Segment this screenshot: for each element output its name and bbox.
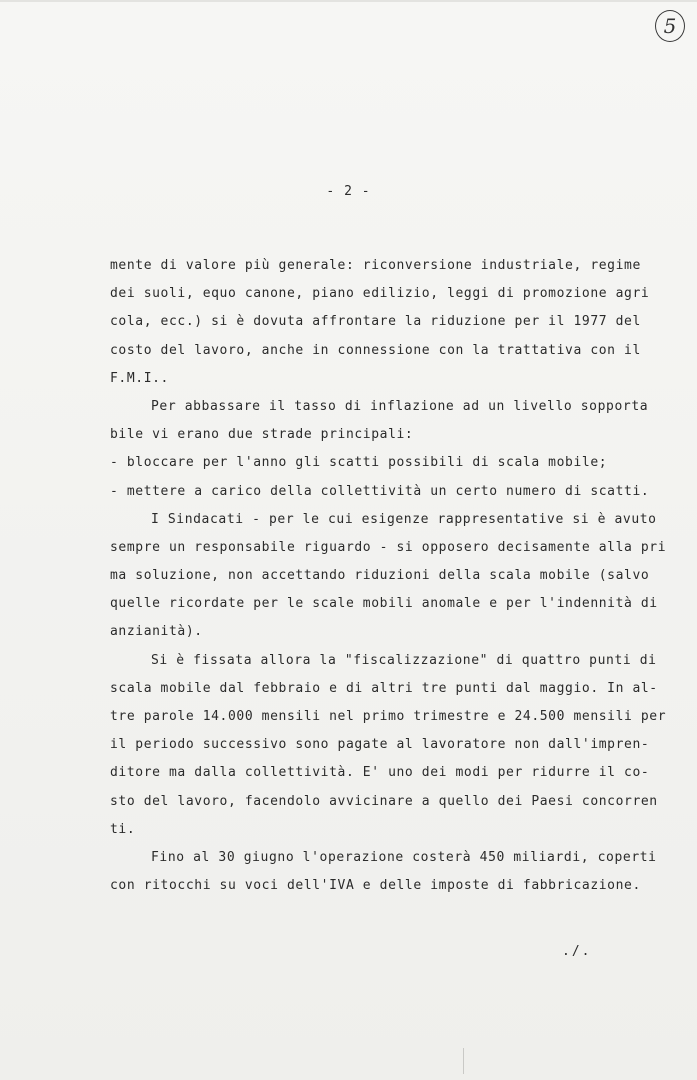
text-line: bile vi erano due strade principali: (110, 427, 414, 443)
text-line: con ritocchi su voci dell'IVA e delle imposte di fabbricazione. (110, 878, 641, 894)
text-line: cola, ecc.) si è dovuta affrontare la riduzione per il 1977 del (110, 314, 641, 330)
scan-artifact (0, 0, 697, 2)
text-line: I Sindacati - per le cui esigenze rappresentative si è avuto (151, 511, 657, 527)
text-line: dei suoli, equo canone, piano edilizio, leggi di promozione agri (110, 286, 650, 302)
text-line: - mettere a carico della collettività un certo numero di scatti. (110, 483, 650, 499)
text-line: ma soluzione, non accettando riduzioni della scala mobile (salvo (110, 568, 650, 584)
body-text (110, 252, 667, 900)
text-line: il periodo successivo sono pagate al lavoratore non dall'impren- (110, 737, 650, 753)
text-line: quelle ricordate per le scale mobili anomale e per l'indennità di (110, 596, 658, 612)
text-line: F.M.I.. (110, 370, 169, 386)
text-line: scala mobile dal febbraio e di altri tre punti dal maggio. In al- (110, 680, 658, 696)
page-stamp (655, 10, 685, 42)
page-number: - 2 - (326, 184, 371, 199)
text-line: anzianità). (110, 624, 203, 640)
text-line: - bloccare per l'anno gli scatti possibili di scala mobile; (110, 455, 608, 471)
text-line: tre parole 14.000 mensili nel primo trimestre e 24.500 mensili per (110, 709, 667, 724)
scan-artifact (463, 1048, 464, 1074)
continuation-mark: ./. (562, 944, 592, 959)
text-line: Si è fissata allora la "fiscalizzazione" di quattro punti di (151, 652, 657, 668)
text-line: Per abbassare il tasso di inflazione ad un livello sopporta (151, 398, 649, 414)
stamp-number: 5 (663, 14, 677, 38)
text-line: ditore ma dalla collettività. E' uno dei modi per ridurre il co- (110, 765, 650, 781)
text-line: sto del lavoro, facendolo avvicinare a quello dei Paesi concorren (110, 793, 658, 809)
text-line: ti. (110, 821, 136, 837)
text-line: sempre un responsabile riguardo - si opposero decisamente alla pri (110, 539, 667, 555)
text-line: mente di valore più generale: riconversione industriale, regime (110, 258, 641, 273)
text-line: costo del lavoro, anche in connessione con la trattativa con il (110, 342, 641, 358)
text-line: Fino al 30 giugno l'operazione costerà 450 miliardi, coperti (151, 849, 657, 865)
